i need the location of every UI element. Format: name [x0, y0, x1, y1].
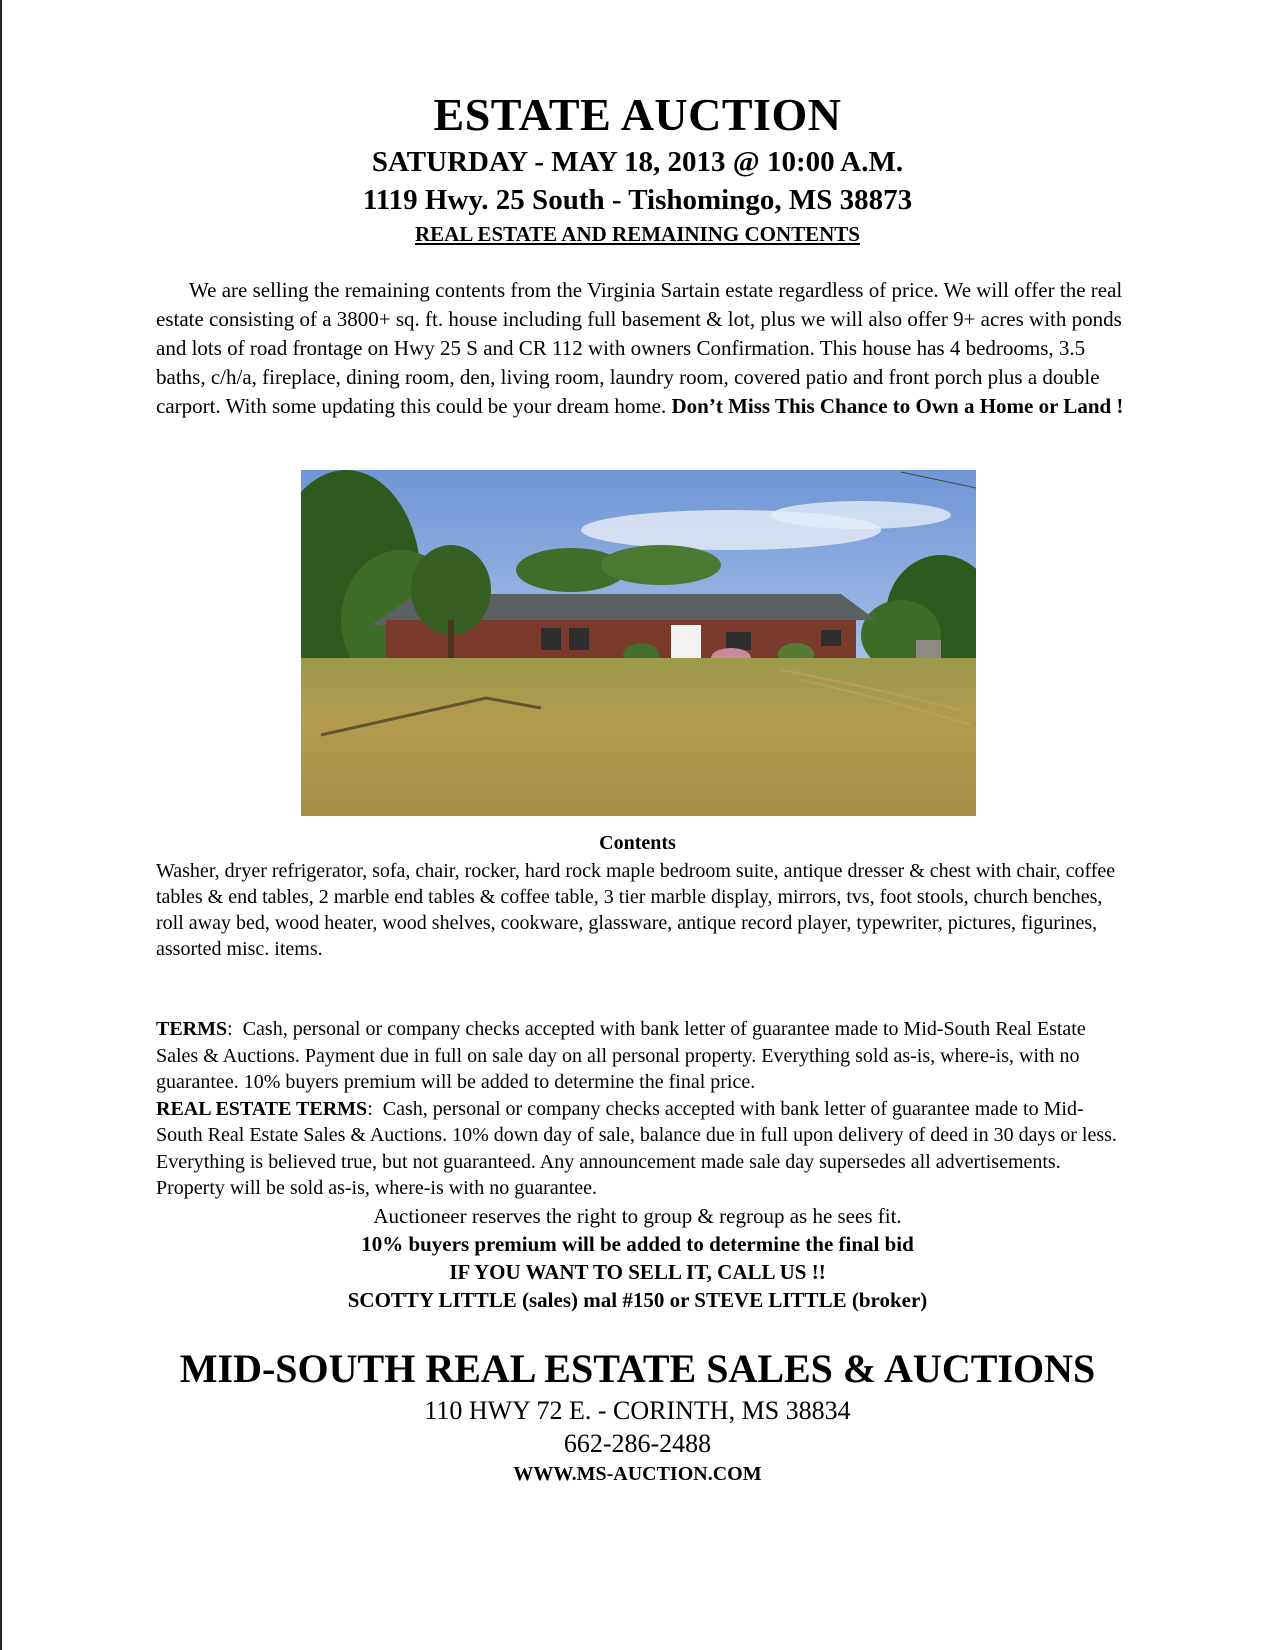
- auctioneer-notice: Auctioneer reserves the right to group & regroup as he sees fit.: [373, 1204, 902, 1228]
- auction-subtitle: REAL ESTATE AND REMAINING CONTENTS: [415, 222, 860, 246]
- real-estate-terms-label: REAL ESTATE TERMS: [156, 1097, 368, 1120]
- company-website: WWW.MS-AUCTION.COM: [513, 1463, 762, 1485]
- auction-date-time: SATURDAY - MAY 18, 2013 @ 10:00 A.M.: [371, 146, 904, 178]
- intro-paragraph: [156, 276, 1124, 421]
- terms-label: TERMS: [156, 1018, 228, 1040]
- auction-address: 1119 Hwy. 25 South - Tishomingo, MS 38873: [362, 184, 913, 216]
- terms-text: Cash, personal or company checks accepted with bank letter of guarantee made to Mid-South Real Estate Sales & Auctions. Payment due in full on sale day on all personal property. Everything sold as-is, where-is, with no guarantee. 10% buyers premium will be added to determine the final price.: [156, 1018, 1086, 1093]
- intro-emphasis: Don’t Miss This Chance to Own a Home or Land !: [671, 394, 1124, 418]
- buyers-premium-notice: 10% buyers premium will be added to determine the final bid: [361, 1232, 914, 1256]
- contents-heading: Contents: [599, 832, 676, 854]
- terms-section: TERMS: Cash, personal or company checks accepted with bank letter of guarantee made to Mid-South Real Estate Sales & Auctions. Payment due in full on sale day on all personal property. Everything sold as-is, where-is, with no guarantee. 10% buyers premium will be added to determine the final price. REAL ESTATE TERMS: Cash, personal or company checks accepted with bank letter of guarantee made to Mid-South Real Estate Sales & Auctions. 10% down day of sale, balance due in full upon delivery of deed in 30 days or less. Everything is believed true, but not guaranteed. Any announcement made sale day supersedes all advertisements. Property will be sold as-is, where-is with no guarantee.: [156, 1018, 1117, 1199]
- house-photo: [301, 470, 976, 816]
- contact-names: SCOTTY LITTLE (sales) mal #150 or STEVE LITTLE (broker): [347, 1288, 928, 1312]
- sell-call-us-notice: IF YOU WANT TO SELL IT, CALL US !!: [449, 1260, 826, 1284]
- company-name: MID-SOUTH REAL ESTATE SALES & AUCTIONS: [179, 1346, 1096, 1391]
- notice-block: [0, 1202, 1275, 1314]
- real-estate-terms-text: Cash, personal or company checks accepted with bank letter of guarantee made to Mid-South Real Estate Sales & Auctions. 10% down day of sale, balance due in full upon delivery of deed in 30 days or less. Everything is believed true, but not guaranteed. Any announcement made sale day supersedes all advertisements. Property will be sold as-is, where-is with no guarantee.: [156, 1097, 1117, 1199]
- company-phone: 662-286-2488: [563, 1429, 712, 1458]
- contents-list: Washer, dryer refrigerator, sofa, chair, rocker, hard rock maple bedroom suite, antique dresser & chest with chair, coffee tables & end tables, 2 marble end tables & coffee table, 3 tier marble display, mirrors, tvs, foot stools, church benches, roll away bed, wood heater, wood shelves, cookware, glassware, antique record player, typewriter, pictures, figurines, assorted misc. items.: [156, 860, 1116, 960]
- page-title: ESTATE AUCTION: [433, 89, 842, 140]
- company-address: 110 HWY 72 E. - CORINTH, MS 38834: [424, 1396, 851, 1425]
- intro-text: We are selling the remaining contents from the Virginia Sartain estate regardless of price. We will offer the real estate consisting of a 3800+ sq. ft. house including full basement & lot, plus we will also offer 9+ acres with ponds and lots of road frontage on Hwy 25 S and CR 112 with owners Confirmation. This house has 4 bedrooms, 3.5 baths, c/h/a, fireplace, dining room, den, living room, laundry room, covered patio and front porch plus a double carport. With some updating this could be your dream home.: [156, 278, 1123, 418]
